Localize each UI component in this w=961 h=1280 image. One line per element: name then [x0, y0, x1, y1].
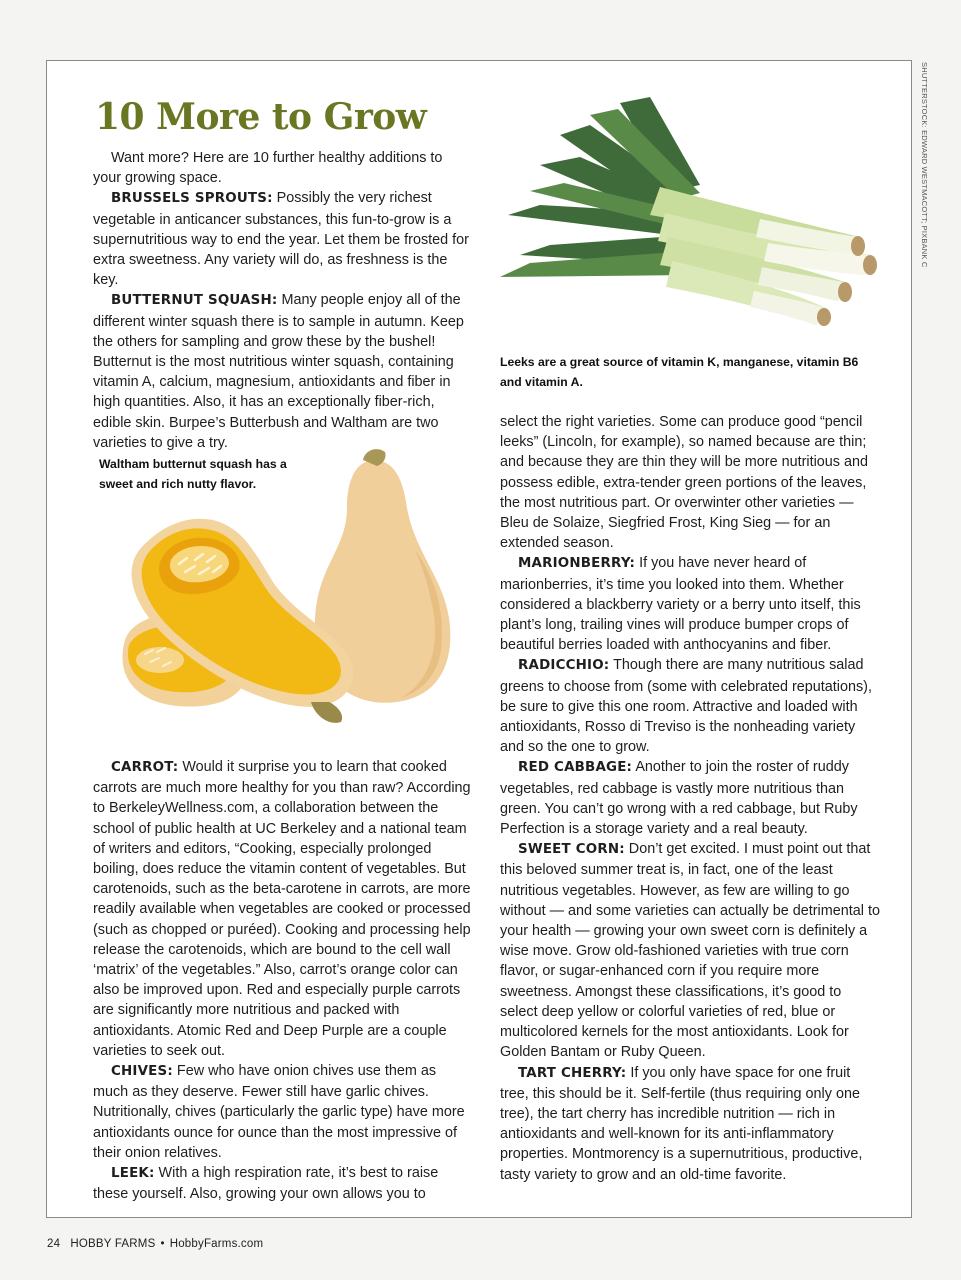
article-title: 10 More to Grow — [95, 96, 427, 138]
entry-red-cabbage — [500, 757, 880, 839]
entry-chives — [93, 1061, 473, 1163]
entry-text: If you have never heard of marionberries, it’s time you looked into them. Whether considered a blackberry variety or a berry unto itself, this plant’s long, trailing vines will produce bumper crops of beautiful berries loaded with anthocyanins and fiber. — [500, 555, 861, 654]
photo-credit: SHUTTERSTOCK: EDWARD WESTMACOTT; PIXBANK C — [920, 62, 929, 268]
column-left-top — [93, 148, 473, 453]
entry-heading: BUTTERNUT SQUASH: — [111, 293, 278, 309]
website-link: HobbyFarms.com — [169, 1238, 264, 1250]
entry-brussels-sprouts — [93, 188, 473, 290]
entry-radicchio — [500, 655, 880, 757]
entry-tart-cherry — [500, 1063, 880, 1185]
entry-leek — [93, 1163, 473, 1204]
entry-heading: LEEK: — [111, 1166, 155, 1182]
squash-caption: Waltham butternut squash has a sweet and rich nutty flavor. — [99, 457, 287, 491]
page-number: 24 — [47, 1238, 61, 1250]
entry-carrot — [93, 757, 473, 1061]
entry-butternut-squash — [93, 290, 473, 453]
entry-heading: MARIONBERRY: — [518, 556, 636, 572]
entry-heading: RED CABBAGE: — [518, 760, 633, 776]
entry-text: If you only have space for one fruit tree, this should be it. Self-fertile (thus requiring only one tree), the tart cherry has incredible nutrition — rich in antioxidants and well-known for its anti-inflammatory properties. Montmorency is a supernutritious, productive, tasty variety to grow and an old-time favorite. — [500, 1064, 863, 1183]
leeks-photo — [500, 95, 885, 330]
page-footer — [47, 1238, 263, 1250]
entry-text: Don’t get excited. I must point out that this beloved summer treat is, in fact, one of the least nutritious vegetables. However, as few are willing to go without — and some varieties can actually be detrimental to your health — growing your own sweet corn is definitely a wise move. Grow old-fashioned varieties with true corn flavor, or sugar-enhanced corn if you require more sweetness. Amongst these classifications, it’s good to select deep yellow or colorful varieties of red, blue or multicolored kernels for the most antioxidants. Look for Golden Bantam or Ruby Queen. — [500, 841, 880, 1061]
entry-heading: TART CHERRY: — [518, 1065, 627, 1081]
entry-heading: BRUSSELS SPROUTS: — [111, 191, 273, 207]
entry-sweet-corn — [500, 839, 880, 1062]
entry-text: Another to join the roster of ruddy vegetables, red cabbage is vastly more nutritious than green. You can’t go wrong with a red cabbage, but Ruby Perfection is a storage variety and a real beauty. — [500, 759, 858, 838]
intro-paragraph: Want more? Here are 10 further healthy additions to your growing space. — [93, 150, 443, 187]
column-right — [500, 412, 880, 1185]
column-left-bottom — [93, 757, 473, 1204]
entry-heading: CARROT: — [111, 760, 179, 775]
entry-leek-continued: select the right varieties. Some can produce good “pencil leeks” (Lincoln, for example), so named because are thin; and because they are thin they will be more nutritious and possess edible, extra-tender green portions of the leaves, the most nutritious part. Or overwinter other varieties — Bleu de Solaize, Siegfried Frost, King Sieg — for an extended season. — [500, 414, 868, 552]
entry-text: With a high respiration rate, it’s best to raise these yourself. Also, growing your own allows you to — [93, 1165, 439, 1203]
entry-heading: RADICCHIO: — [518, 658, 610, 674]
entry-text: Many people enjoy all of the different winter squash there is to sample in autumn. Keep the others for sampling and grow these by the bushel! Butternut is the most nutritious winter squash, containing vitamin A, calcium, magnesium, antioxidants and fiber in high quantities. Also, it has an exceptionally fiber-rich, edible skin. Burpee’s Butterbush and Waltham are two varieties to give a try. — [93, 292, 464, 451]
entry-text: Would it surprise you to learn that cooked carrots are much more healthy for you than raw? According to BerkeleyWellness.com, a collaboration between the school of public health at UC Berkeley and a national team of writers and editors, “Cooking, especially prolonged boiling, does reduce the vitamin content of vegetables. But carotenoids, such as the beta-carotene in carrots, are more readily available when vegetables are cooked or processed (such as chopped or puréed). Cooking and processing help release the carotenoids, which are bound to the cell wall ‘matrix’ of the vegetables.” Also, carrot’s orange color can also be improved upon. Red and especially purple carrots are significantly more nutritious and packed with antioxidants. Atomic Red and Deep Purple are a couple varieties to seek out. — [93, 759, 471, 1059]
footer-separator: • — [160, 1238, 165, 1250]
entry-text: Possibly the very richest vegetable in anticancer substances, this fun-to-grow is a supernutritious way to end the year. Let them be frosted for extra sweetness. Any variety will do, as freshness is the key. — [93, 190, 469, 289]
entry-text: Though there are many nutritious salad greens to choose from (some with celebrated reputations), be sure to give this one room. Attractive and loaded with antioxidants, Rosso di Treviso is the nonheading variety and so the one to grow. — [500, 657, 872, 756]
entry-marionberry — [500, 553, 880, 655]
entry-heading: CHIVES: — [111, 1064, 173, 1080]
entry-heading: SWEET CORN: — [518, 842, 625, 858]
leek-caption: Leeks are a great source of vitamin K, manganese, vitamin B6 and vitamin A. — [500, 355, 859, 389]
entry-text: Few who have onion chives use them as much as they deserve. Fewer still have garlic chives. Nutritionally, chives (particularly the garlic type) have more antioxidants ounce for ounce than the most impressive of their onion relatives. — [93, 1063, 465, 1161]
magazine-name: HOBBY FARMS — [70, 1238, 156, 1250]
